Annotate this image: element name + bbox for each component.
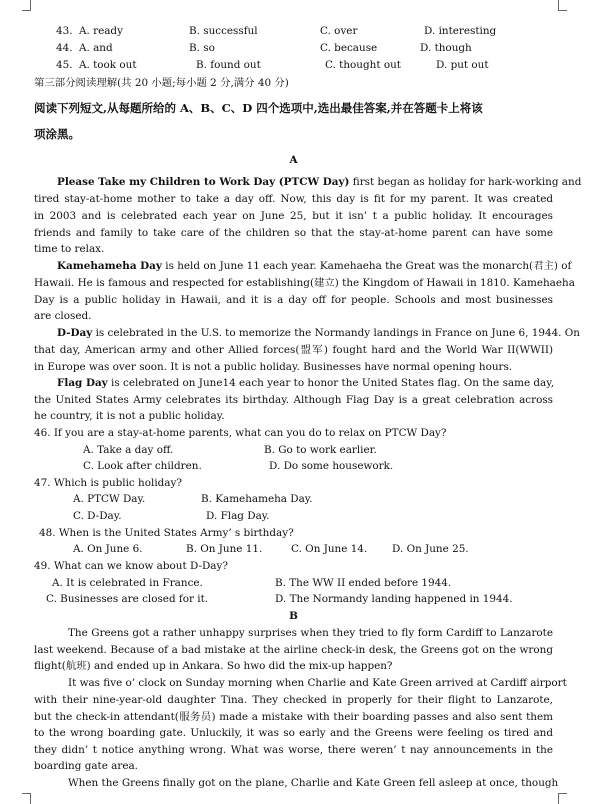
paragraph-line: they didn’ t notice anything wrong. What was worse, there weren’ t nay announcements in the (34, 744, 553, 756)
paragraph-line: he country, it is not a public holiday. (34, 410, 225, 422)
q46-option-c: C. Look after children. (83, 460, 202, 472)
q43-option-c: C. over (320, 25, 358, 37)
paragraph-line: boarding gate area. (34, 760, 138, 772)
paragraph-line: friends and family to take care of the children so that the stay-at-home parent can have some (34, 227, 553, 239)
q43-option-a: A. ready (79, 25, 123, 37)
paragraph-line: in 2003 and is celebrated each year on June 25, but it isn’ t a public holiday. It encourages (34, 210, 553, 222)
paragraph-line: It was five o’ clock on Sunday morning when Charlie and Kate Green arrived at Cardiff airport (68, 677, 567, 689)
term-kamehameha-day: Kamehameha Day (57, 260, 162, 272)
paragraph-line: Flag Day is celebrated on June14 each year to honor the United States flag. On the same day, (57, 377, 555, 389)
q44-option-a: A. and (79, 42, 113, 54)
section-instruction-line2: 项涂黑。 (34, 127, 80, 141)
paragraph-line: the United States Army celebrates its birthday. Although Flag Day is a great celebration across (34, 394, 553, 406)
q44-number: 44. (56, 42, 73, 54)
q48-option-c: C. On June 14. (291, 543, 368, 555)
q49-option-c: C. Businesses are closed for it. (46, 593, 209, 605)
passage-a-label: A (289, 154, 298, 166)
paragraph-line: Hawaii. He is famous and respected for establishing(建立) the Kingdom of Hawaii in 1810. Kamehaeha (34, 277, 575, 289)
q45-option-a: A. took out (79, 59, 137, 71)
corner-mark-bottom-right (558, 793, 567, 804)
q45-option-b: B. found out (196, 59, 261, 71)
term-flag-day: Flag Day (57, 377, 108, 389)
question-stem: 49. What can we know about D-Day? (34, 560, 228, 572)
paragraph-line: tired stay-at-home mother to take a day off. Now, this day is fit for my parent. It was created (34, 193, 553, 205)
paragraph-line: are closed. (34, 310, 92, 322)
corner-mark-bottom-left (22, 793, 31, 804)
q44-option-c: C. because (320, 42, 378, 54)
q47-option-d: D. Flag Day. (206, 510, 270, 522)
section-heading: 第三部分阅读理解(共 20 小题;每小题 2 分,满分 40 分) (34, 77, 289, 89)
q43-option-d: D. interesting (424, 25, 497, 37)
passage-b-label: B (289, 610, 298, 622)
paragraph-line: with their nine-year-old daughter Tina. They checked in properly for their flight to Lanzarote, (34, 694, 553, 706)
q45-number: 45. (56, 59, 73, 71)
question-stem: 48. When is the United States Army’ s birthday? (39, 527, 294, 539)
q47-option-a: A. PTCW Day. (73, 493, 146, 505)
paragraph-line: to the wrong boarding gate. Unluckily, it was so early and the Greens were feeling os tired and (34, 727, 553, 739)
corner-mark-top-right (558, 0, 567, 11)
paragraph-line: Day is a public holiday in Hawaii, and it is a day off for people. Schools and most businesses (34, 294, 553, 306)
q49-option-d: D. The Normandy landing happened in 1944. (275, 593, 513, 605)
question-stem: 46. If you are a stay-at-home parents, what can you do to relax on PTCW Day? (34, 427, 447, 439)
q48-option-a: A. On June 6. (73, 543, 143, 555)
q49-option-a: A. It is celebrated in France. (52, 577, 203, 589)
corner-mark-top-left (22, 0, 31, 11)
q44-option-d: D. though (420, 42, 472, 54)
paragraph-line: last weekend. Because of a bad mistake at the airline check-in desk, the Greens got on the wrong (34, 644, 553, 656)
q45-option-d: D. put out (436, 59, 489, 71)
q47-option-c: C. D-Day. (73, 510, 122, 522)
q45-option-c: C. thought out (325, 59, 401, 71)
q46-option-b: B. Go to work earlier. (264, 444, 377, 456)
q49-option-b: B. The WW II ended before 1944. (275, 577, 452, 589)
paragraph-line: in Europe was over soon. It is not a public holiday. Businesses have normal opening hours. (34, 361, 513, 373)
paragraph-line: flight(航班) and ended up in Ankara. So hwo did the mix-up happen? (34, 660, 393, 672)
q43-option-b: B. successful (189, 25, 258, 37)
paragraph-line: but the check-in attendant(服务员) made a mistake with their boarding passes and also sent them (34, 711, 553, 723)
term-ptcw-day: Please Take my Children to Work Day (PTCW Day) (57, 176, 350, 188)
q43-number: 43. (56, 25, 73, 37)
paragraph-line: D-Day is celebrated in the U.S. to memorize the Normandy landings in France on June 6, 1944. On (57, 327, 580, 339)
paragraph-line: The Greens got a rather unhappy surprises when they tried to fly form Cardiff to Lanzarote (68, 627, 553, 639)
paragraph-line: Kamehameha Day is held on June 11 each year. Kamehaeha the Great was the monarch(君主) of (57, 260, 572, 272)
section-instruction-line1: 阅读下列短文,从每题所给的 A、B、C、D 四个选项中,选出最佳答案,并在答题卡上将该 (34, 101, 483, 115)
paragraph-line: time to relax. (34, 243, 105, 255)
term-d-day: D-Day (57, 327, 93, 339)
q48-option-b: B. On June 11. (186, 543, 263, 555)
question-stem: 47. Which is public holiday? (34, 477, 182, 489)
q46-option-a: A. Take a day off. (83, 444, 174, 456)
q47-option-b: B. Kamehameha Day. (201, 493, 313, 505)
paragraph-line: Please Take my Children to Work Day (PTCW Day) first began as holiday for hark-working and (57, 176, 582, 188)
paragraph-line: that day, American army and other Allied forces(盟军) fought hard and the World War II(WWII) (34, 344, 553, 356)
q44-option-b: B. so (189, 42, 215, 54)
paragraph-line: When the Greens finally got on the plane, Charlie and Kate Green fell asleep at once, though (68, 777, 559, 789)
q48-option-d: D. On June 25. (392, 543, 469, 555)
q46-option-d: D. Do some housework. (269, 460, 394, 472)
